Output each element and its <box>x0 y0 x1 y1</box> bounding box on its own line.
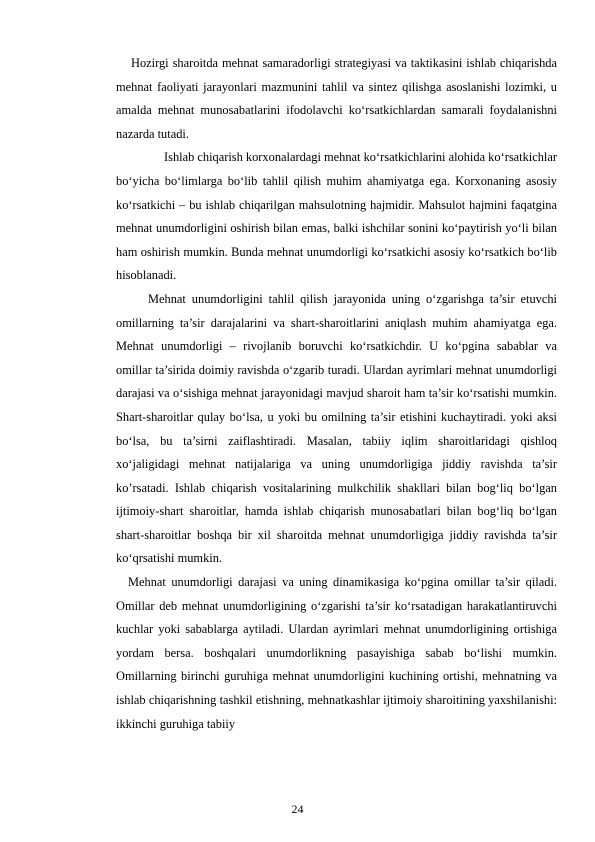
paragraph-3: Mehnat unumdorligini tahlil qilish jarayonida uning o‘zgarishga ta’sir etuvchi omillarning ta’sir darajalarini va shart-sharoitlarini aniqlash muhim ahamiyatga ega. Mehnat unumdorligi – rivojlanib boruvchi ko‘rsatkichdir. U ko‘pgina sabablar va omillar ta’sirida doimiy ravishda o‘zgarib turadi. Ulardan ayrimlari mehnat unumdorligi darajasi va o‘sishiga mehnat jarayonidagi mavjud sharoit ham ta’sir ko‘rsatishi mumkin. Shart-sharoitlar qulay bo‘lsa, u yoki bu omilning ta’sir etishini kuchaytiradi. yoki aksi bo‘lsa, bu ta’sirni zaiflashtiradi. Masalan, tabiiy iqlim sharoitlaridagi qishloq xo‘jaligidagi mehnat natijalariga va uning unumdorligiga jiddiy ravishda ta’sir ko’rsatadi. Ishlab chiqarish vositalarining mulkchilik shakllari bilan bog‘liq bo‘lgan ijtimoiy-shart sharoitlar, hamda ishlab chiqarish munosabatlari bilan bog‘liq bo‘lgan shart-sharoitlar boshqa bir xil sharoitda mehnat unumdorligiga jiddiy ravishda ta’sir ko‘qrsatishi mumkin. <box>116 291 557 566</box>
page-number: 24 <box>291 802 304 816</box>
paragraph-2: Ishlab chiqarish korxonalardagi mehnat ko‘rsatkichlarini alohida ko‘rsatkichlar bo‘yicha bo‘limlarga bo‘lib tahlil qilish muhim ahamiyatga ega. Korxonaning asosiy ko‘rsatkichi – bu ishlab chiqarilgan mahsulotning hajmidir. Mahsulot hajmini faqatgina mehnat unumdorligini oshirish bilan emas, balki ishchilar sonini ko‘paytirish yo‘li bilan ham oshirish mumkin. Bunda mehnat unumdorligi ko‘rsatkichi asosiy ko‘rsatkich bo‘lib hisoblanadi. <box>116 150 557 283</box>
paragraph-4: Mehnat unumdorligi darajasi va uning dinamikasiga ko‘pgina omillar ta’sir qiladi. Omillar deb mehnat unumdorligining o‘zgarishi ta’sir ko‘rsatadigan harakatlantiruvchi kuchlar yoki sabablarga aytiladi. Ulardan ayrimlari mehnat unumdorligining ortishiga yordam bersa. boshqalari unumdorlikning pasayishiga sabab bo‘lishi mumkin. Omillarning birinchi guruhiga mehnat unumdorligini kuchining ortishi, mehnatning va ishlab chiqarishning tashkil etishning, mehnatkashlar ijtimoiy sharoitining yaxshilanishi: ikkinchi guruhiga tabiiy <box>116 575 557 731</box>
paragraph-1: Hozirgi sharoitda mehnat samaradorligi strategiyasi va taktikasini ishlab chiqarishda mehnat faoliyati jarayonlari mazmunini tahlil va sintez qilishga asoslanishi lozimki, u amalda mehnat munosabatlarini ifodolavchi ko‘rsatkichlardan samarali foydalanishni nazarda tutadi. <box>116 56 557 141</box>
text-body <box>116 52 557 736</box>
